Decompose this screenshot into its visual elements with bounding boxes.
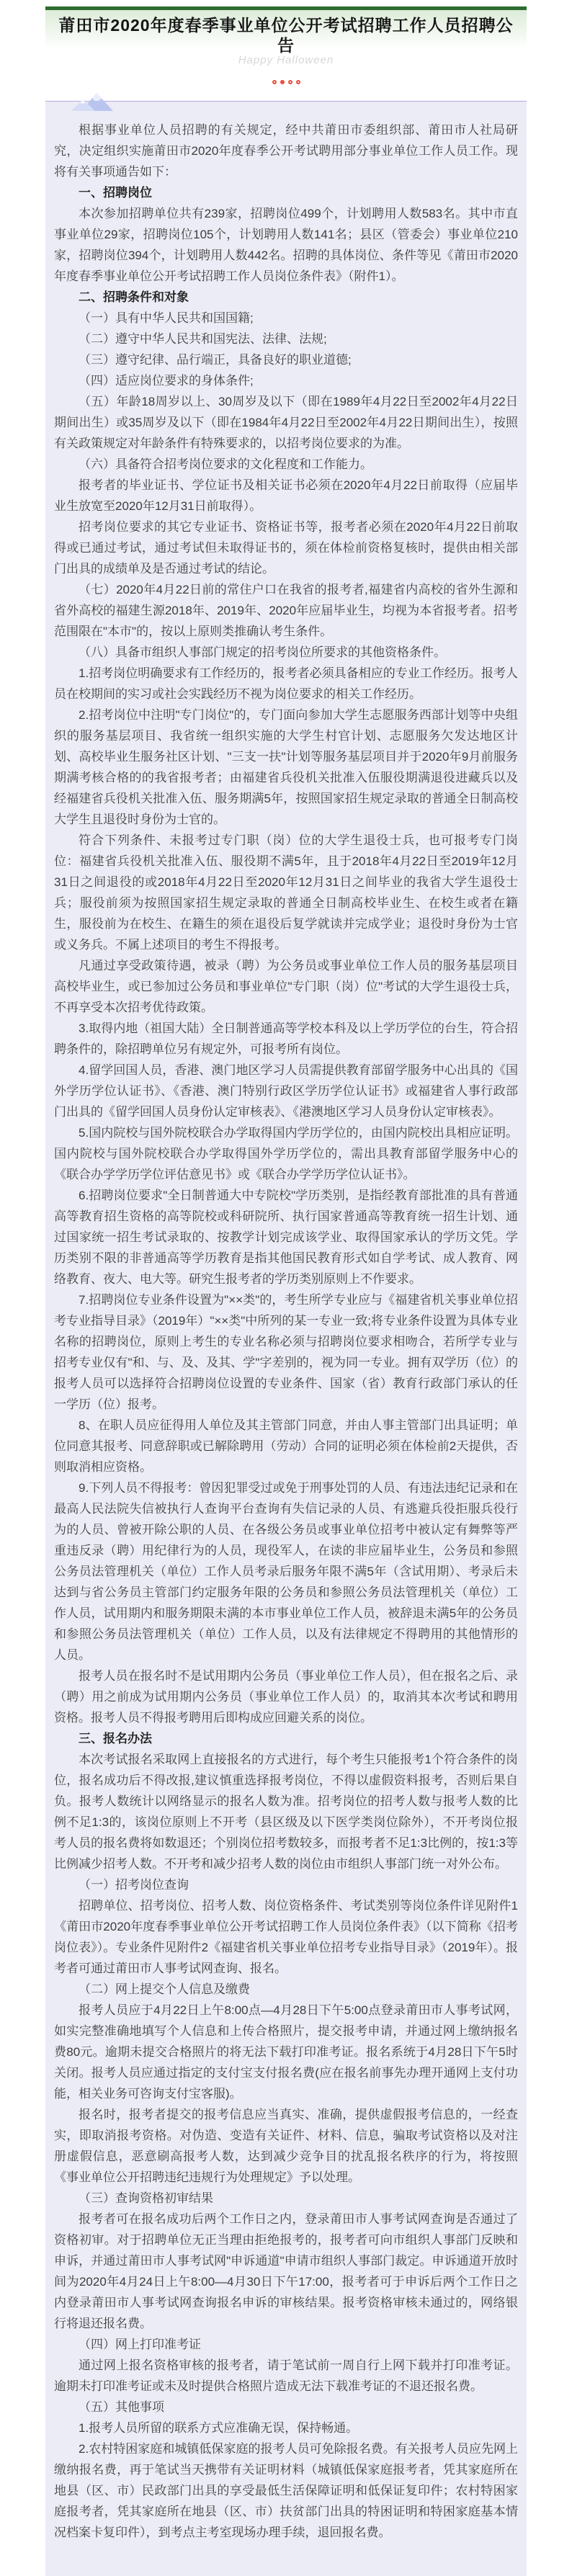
paragraph: （一）具有中华人民共和国国籍; [79, 311, 254, 325]
content-column [45, 0, 527, 2576]
paragraph: 本次参加招聘单位共有239家，招聘岗位499个，计划聘用人数583名。其中市直事业单位29家，招聘岗位105个，计划聘用人数141名；县区（管委会）事业单位210家，招聘岗位394个，计划聘用人数442名。招聘的具体岗位、条件等见《莆田市2020年度春季事业单位公开考试招聘工作人员岗位条件表》（附件1）。 [54, 207, 518, 283]
paragraph: （一）招考岗位查询 [79, 1878, 189, 1892]
carousel-dots [53, 78, 519, 86]
watermark-text: Happy Halloween [238, 54, 334, 66]
paragraph: 报考人员在报名时不是试用期内公务员（事业单位工作人员），但在报名之后、录（聘）用之前成为试用期内公务员（事业单位工作人员）的，取消其本次考试和聘用资格。报考人员不得报考聘用后即构成应回避关系的岗位。 [54, 1669, 518, 1725]
paragraph: （七）2020年4月22日前的常住户口在我省的报考者,福建省内高校的省外生源和省外高校的福建生源2018年、2019年、2020年应届毕业生，均视为本省报考者。招考范围限在"本市"的，按以上原则类推确认考生条件。 [54, 583, 518, 638]
paragraph: 报名时，报考者提交的报考信息应当真实、准确，提供虚假报考信息的，一经查实，即取消报考资格。对伪造、变造有关证件、材料、信息，骗取考试资格以及对注册虚假信息，恶意刷高报考人数，达到减少竞争目的扰乱报名秩序的行为，将按照《事业单位公开招聘违纪违规行为处理规定》予以处理。 [54, 2108, 518, 2184]
paragraph: （三）查询资格初审结果 [79, 2191, 213, 2205]
paragraph: （八）具备市组织人事部门规定的招考岗位所要求的其他资格条件。 [79, 645, 446, 659]
carousel-dot[interactable] [296, 80, 300, 84]
paragraph: 报考人员应于4月22日上午8:00点—4月28日下午5:00点登录莆田市人事考试网，如实完整准确地填写个人信息和上传合格照片，提交报考申请，并通过网上缴纳报名费80元。逾期未提交合格照片的将无法下载打印准考证。报名系统于4月28日下午5时关闭。报考人员应通过指定的支付宝支付报名费(应在报名前事先办理开通网上支付功能，相关业务可咨询支付宝客服)。 [54, 2003, 518, 2101]
paragraph: 5.国内院校与国外院校联合办学取得国内学历学位的，由国内院校出具相应证明。国内院校与国外院校联合办学取得国外学历学位的，需出具教育部留学服务中心的《联合办学学历学位评估意见书》或《联合办学学历学位认证书》。 [54, 1126, 518, 1181]
page-title: 莆田市2020年度春季事业单位公开考试招聘工作人员招聘公告 [58, 16, 514, 55]
section-heading: 三、报名办法 [79, 1732, 152, 1745]
paragraph: 9.下列人员不得报考：曾因犯罪受过或免于刑事处罚的人员、有违法违纪记录和在最高人民法院失信被执行人查询平台查询有失信记录的人员、有逃避兵役拒服兵役行为的人员、曾被开除公职的人员、在各级公务员或事业单位招考中被认定有舞弊等严重违反录（聘）用纪律行为的人员，现役军人，在读的非应届毕业生，公务员和参照公务员法管理机关（单位）工作人员考录后服务年限不满5年（含试用期）、考录后未达到与省公务员主管部门约定服务年限的公务员和参照公务员法管理机关（单位）工作人员，试用期内和服务期限未满的本市事业单位工作人员，被辞退未满5年的公务员和参照公务员法管理机关（单位）工作人员，以及有法律规定不得聘用的其他情形的人员。 [54, 1481, 518, 1662]
mountains-icon [71, 91, 123, 111]
paragraph: 1.报考人员所留的联系方式应准确无误，保持畅通。 [79, 2421, 359, 2435]
paragraph: 2.招考岗位中注明"专门岗位"的，专门面向参加大学生志愿服务西部计划等中央组织的服务基层项目、我省统一组织实施的大学生村官计划、志愿服务欠发达地区计划、高校毕业生服务社区计划、"三支一扶"计划等服务基层项目并于2020年9月前服务期满考核合格的的我省报考者；由福建省兵役机关批准入伍服役期满退役进藏兵以及经福建省兵役机关批准入伍、服务期满5年，按照国家招生规定录取的普通全日制高校大学生且退役时身份为士官的。 [54, 708, 518, 826]
carousel-dot[interactable] [288, 80, 292, 84]
paragraph: 本次考试报名采取网上直接报名的方式进行，每个考生只能报考1个符合条件的岗位，报名成功后不得改报,建议慎重选择报考岗位，不得以虚假资料报考，否则后果自负。报考人数统计以网络显示的报名人数为准。招考岗位的招考人数与报考人数的比例不足1:3的，该岗位原则上不开考（县区级及以下医学类岗位除外），不开考岗位报考人员的报名费将如数退还；个别岗位招考数较多，而报考者不足1:3比例的，按1:3等比例减少招考人数。不开考和减少招考人数的岗位由市组织人事部门统一对外公布。 [54, 1753, 518, 1871]
paragraph: 招聘单位、招考岗位、招考人数、岗位资格条件、考试类别等岗位条件详见附件1《莆田市2020年度春季事业单位公开考试招聘工作人员岗位条件表》（以下简称《招考岗位表》）。专业条件见附件2《福建省机关事业单位招考专业指导目录》（2019年）。报考者可通过莆田市人事考试网查询、报名。 [54, 1899, 518, 1975]
paragraph: （五）其他事项 [79, 2400, 164, 2414]
paragraph: 通过网上报名资格审核的报考者，请于笔试前一周自行上网下载并打印准考证。逾期未打印准考证或未及时提供合格照片造成无法下载准考证的不退还报名费。 [54, 2358, 518, 2393]
section-heading: 二、招聘条件和对象 [79, 290, 189, 304]
paragraph: 报考者的毕业证书、学位证书及相关证书必须在2020年4月22日前取得（应届毕业生放宽至2020年12月31日前取得）。 [54, 478, 518, 513]
section-heading: 一、招聘岗位 [79, 186, 152, 200]
document-body [45, 101, 527, 2576]
paragraph: 6.招聘岗位要求"全日制普通大中专院校"学历类别，是指经教育部批准的具有普通高等教育招生资格的高等院校或科研院所、执行国家普通高等教育统一招生计划、通过国家统一招生考试录取的、按教学计划完成该学业、取得国家承认的学历文凭。学历类别不限的非普通高等学历教育是指其他国民教育形式如自学考试、成人教育、网络教育、夜大、电大等。研究生报考者的学历类别原则上不作要求。 [54, 1189, 518, 1286]
paragraph: 8、在职人员应征得用人单位及其主管部门同意，并由人事主管部门出具证明；单位同意其报考、同意辞职或已解除聘用（劳动）合同的证明必须在体检前2天提供，否则取消相应资格。 [54, 1418, 518, 1474]
paragraph: 2.农村特困家庭和城镇低保家庭的报考人员可免除报名费。有关报考人员应先网上缴纳报名费，再于笔试当天携带有关证明材料（城镇低保家庭报考者，凭其家庭所在地县（区、市）民政部门出具的享受最低生活保障证明和低保证复印件；农村特困家庭报考者，凭其家庭所在地县（区、市）扶贫部门出具的特困证明和特困家庭基本情况档案卡复印件），到考点主考室现场办理手续，退回报名费。 [54, 2442, 518, 2539]
document-content [54, 120, 518, 2543]
paragraph: 3.取得内地（祖国大陆）全日制普通高等学校本科及以上学历学位的台生，符合招聘条件的，除招聘单位另有规定外，可报考所有岗位。 [54, 1021, 518, 1056]
paragraph: 凡通过享受政策待遇，被录（聘）为公务员或事业单位工作人员的服务基层项目高校毕业生，或已参加过公务员和事业单位"专门职（岗）位"考试的大学生退役士兵，不再享受本次招考优待政策。 [54, 959, 518, 1014]
paragraph: （四）网上打印准考证 [79, 2338, 201, 2351]
paragraph: 1.招考岗位明确要求有工作经历的，报考者必须具备相应的专业工作经历。报考人员在校期间的实习或社会实践经历不视为岗位要求的相关工作经历。 [54, 666, 518, 701]
paragraph: （四）适应岗位要求的身体条件; [79, 374, 254, 388]
carousel-dot[interactable] [280, 80, 285, 84]
paragraph: 招考岗位要求的其它专业证书、资格证书等，报考者必须在2020年4月22日前取得或已通过考试，通过考试但未取得证书的，须在体检前资格复核时，提供由相关部门出具的成绩单及是否通过考试的结论。 [54, 520, 518, 576]
paragraph: （三）遵守纪律、品行端正，具备良好的职业道德; [79, 353, 352, 367]
paragraph: （二）网上提交个人信息及缴费 [79, 1982, 250, 1996]
paragraph: 7.招聘岗位专业条件设置为"××类"的，考生所学专业应与《福建省机关事业单位招考专业指导目录》（2019年）"××类"中所列的某一专业一致;将专业条件设置为具体专业名称的招聘岗位，原则上考生的专业名称必须与招聘岗位要求相吻合，若所学专业与招考专业仅有"和、与、及、及其、学"字差别的，视为同一专业。拥有双学历（位）的报考人员可以选择符合招聘岗位设置的专业条件、国家（省）教育行政部门承认的任一学历（位）报考。 [54, 1293, 518, 1411]
page-header [45, 10, 527, 94]
carousel-dot[interactable] [272, 80, 277, 84]
paragraph: （五）年龄18周岁以上、30周岁及以下（即在1989年4月22日至2002年4月22日期间出生）或35周岁及以下（即在1984年4月22日至2002年4月22日期间出生），按照有关政策规定对年龄条件有特殊要求的，以招考岗位要求的为准。 [54, 395, 518, 450]
paragraph: 符合下列条件、未报考过专门职（岗）位的大学生退役士兵，也可报考专门岗位：福建省兵役机关批准入伍、服役期不满5年，且于2018年4月22日至2019年12月31日之间退役的或2018年4月22日至2020年12月31日之间毕业的我省大学生退役士兵；服役前须为按照国家招生规定录取的普通全日制高校毕业生、在校生或者在籍生，服役前为在校生、在籍生的须在退役后复学就读并完成学业；退役时身份为士官或义务兵。不属上述项目的考生不得报考。 [54, 833, 518, 952]
paragraph: （二）遵守中华人民共和国宪法、法律、法规; [79, 332, 327, 346]
paragraph: 报考者可在报名成功后两个工作日之内，登录莆田市人事考试网查询是否通过了资格初审。对于招聘单位无正当理由拒绝报考的，报考者可向市组织人事部门反映和申诉，并通过莆田市人事考试网"申诉通道"申请市组织人事部门裁定。申诉通道开放时间为2020年4月24日上午8:00—4月30日下午17:00，报考者可于申诉后两个工作日之内登录莆田市人事考试网查询报名申诉的审核结果。报考资格审核未通过的，网络银行将退还报名费。 [54, 2212, 518, 2330]
paragraph: 根据事业单位人员招聘的有关规定，经中共莆田市委组织部、莆田市人社局研究，决定组织实施莆田市2020年度春季公开考试聘用部分事业单位工作人员工作。现将有关事项通告如下： [54, 123, 518, 179]
paragraph: （六）具备符合招考岗位要求的文化程度和工作能力。 [79, 457, 372, 471]
paragraph: 4.留学回国人员，香港、澳门地区学习人员需提供教育部留学服务中心出具的《国外学历学位认证书》、《香港、澳门特别行政区学历学位认证书》或福建省人事行政部门出具的《留学回国人员身份认定审核表》、《港澳地区学习人员身份认定审核表》。 [54, 1063, 518, 1119]
